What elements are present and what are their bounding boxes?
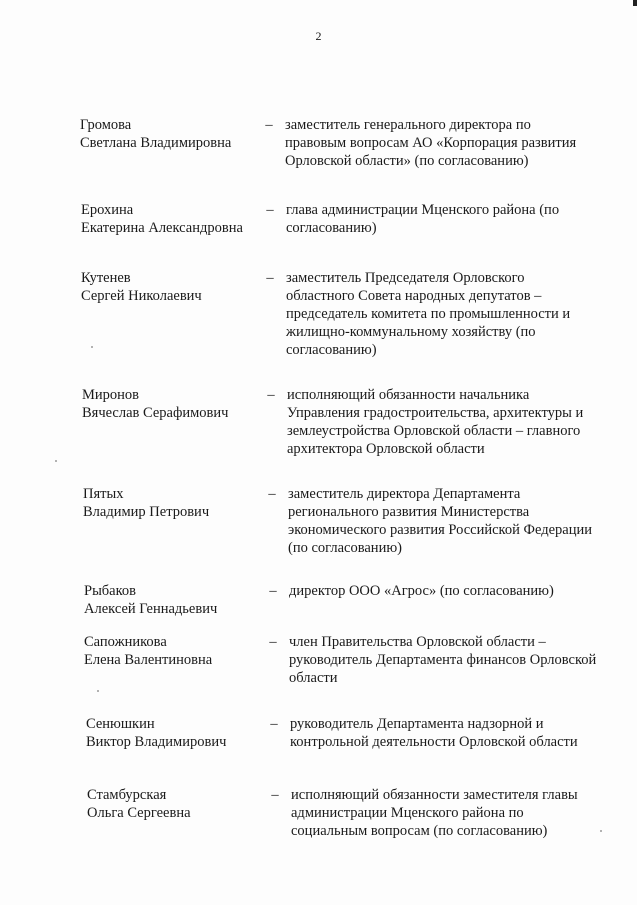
member-given-names: Владимир Петрович (83, 504, 210, 520)
member-role: заместитель Председателя Орловского областного Совета народных депутатов – председатель комитета по промышленности и жилищно-коммунальному хозяйству (по согласованию) (286, 270, 571, 358)
dash-separator: – (267, 387, 275, 403)
dash-separator: – (271, 787, 279, 803)
member-role: исполняющий обязанности заместителя главы администрации Мценского района по социальным вопросам (по согласованию) (291, 787, 578, 839)
dash-separator: – (269, 634, 277, 650)
member-name (84, 633, 269, 669)
member-name (83, 485, 268, 521)
member-name (84, 582, 269, 618)
scan-speck (55, 460, 57, 462)
member-surname: Стамбурская (87, 787, 167, 803)
dash-separator: – (266, 270, 274, 286)
scan-speck (91, 346, 93, 348)
member-given-names: Виктор Владимирович (86, 734, 227, 750)
member-surname: Громова (80, 117, 132, 133)
dash-separator: – (270, 716, 278, 732)
scan-speck (97, 690, 99, 692)
member-surname: Ерохина (81, 202, 134, 218)
member-role: директор ООО «Агрос» (по согласованию) (289, 583, 554, 599)
member-surname: Пятых (83, 486, 124, 502)
member-name (81, 201, 266, 237)
member-name (82, 386, 267, 422)
member-surname: Миронов (82, 387, 140, 403)
member-surname: Сенюшкин (86, 716, 155, 732)
member-given-names: Вячеслав Серафимович (82, 405, 229, 421)
member-surname: Кутенев (81, 270, 131, 286)
dash-separator: – (265, 117, 273, 133)
member-given-names: Сергей Николаевич (81, 288, 202, 304)
member-name (80, 116, 265, 152)
member-name (86, 715, 271, 751)
scan-speck (600, 830, 602, 832)
member-role: заместитель директора Департамента регионального развития Министерства экономического развития Российской Федерации (по согласованию) (288, 486, 592, 556)
scan-corner-mark (633, 0, 637, 6)
member-role: заместитель генерального директора по правовым вопросам АО «Корпорация развития Орловской области» (по согласованию) (285, 117, 577, 169)
member-given-names: Елена Валентиновна (84, 652, 213, 668)
member-role: глава администрации Мценского района (по согласованию) (286, 202, 560, 236)
member-given-names: Алексей Геннадьевич (84, 601, 218, 617)
member-given-names: Ольга Сергеевна (87, 805, 191, 821)
member-name (87, 786, 272, 822)
member-given-names: Светлана Владимировна (80, 135, 232, 151)
member-surname: Сапожникова (84, 634, 167, 650)
member-role: исполняющий обязанности начальника Управления градостроительства, архитектуры и землеустройства Орловской области – главного архитектора Орловской области (287, 387, 584, 457)
member-role: член Правительства Орловской области – руководитель Департамента финансов Орловской области (289, 634, 597, 686)
member-name (81, 269, 266, 305)
member-given-names: Екатерина Александровна (81, 220, 243, 236)
dash-separator: – (266, 202, 274, 218)
dash-separator: – (268, 486, 276, 502)
dash-separator: – (269, 583, 277, 599)
page-number: 2 (315, 29, 322, 43)
member-role: руководитель Департамента надзорной и контрольной деятельности Орловской области (290, 716, 578, 750)
member-surname: Рыбаков (84, 583, 137, 599)
